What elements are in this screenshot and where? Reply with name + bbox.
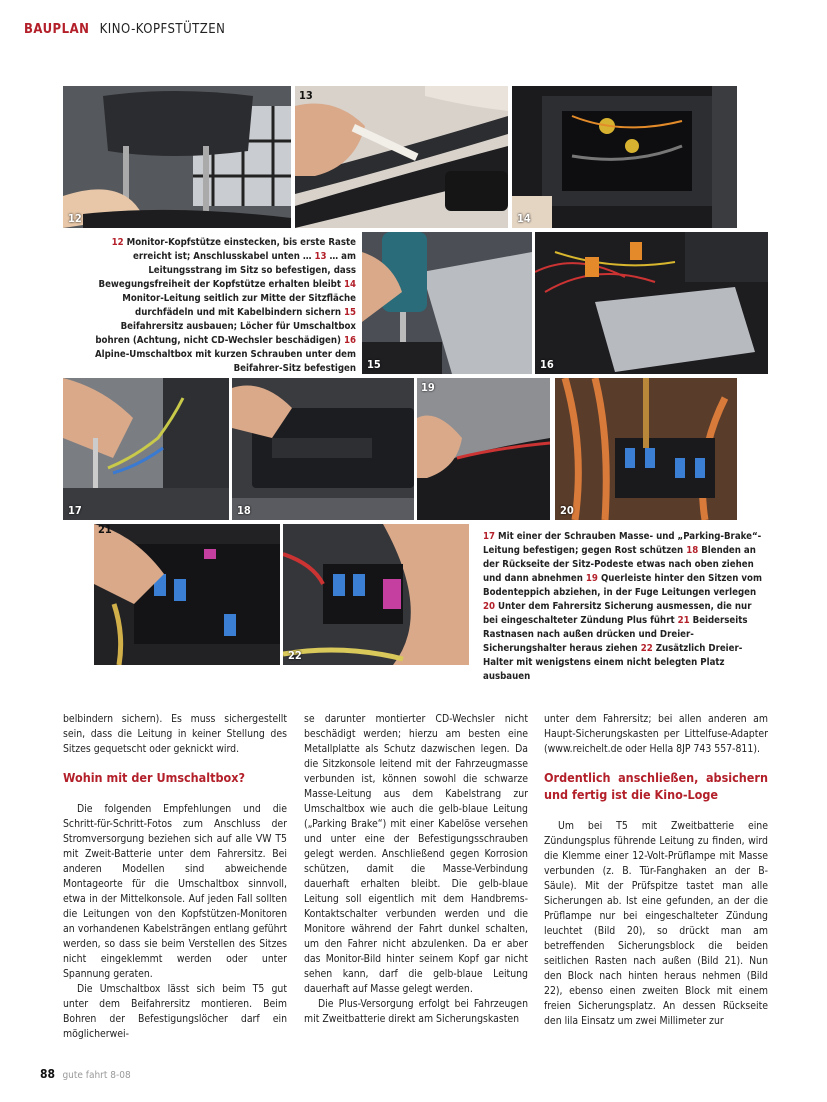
photo-18-image: [232, 378, 414, 520]
paragraph: unter dem Fahrersitz; bei allen anderen am Haupt-Sicherungskasten per Littelfuse-Adapter (www.reichelt.de oder Hella 8JP 743 557-811).: [544, 713, 768, 755]
paragraph: se darunter montierter CD-Wechsler nicht beschädigt werden; hierzu am besten eine Metallplatte als Schutz dazwischen legen. Da die Sitzkonsole leitend mit der Fahrzeugmasse verbunden ist, können sowohl die schwarze Masse-Leitung aus dem Kabelstrang zur Umschaltbox wie auch die gelb-blaue Leitung („Parking Brake“) mit einer Kabelöse versehen und unter eine der Befestigungsschrauben gelegt werden. Anschließend gegen Korrosion schützen, damit die Masse-Verbindung dauerhaft erhalten bleibt. Die gelb-blaue Leitung soll eigentlich mit dem Handbrems-Kontaktschalter verbunden werden und die Monitore während der Fahrt dunkel schalten, um den Fahrer nicht abzulenken. Da er aber das Monitor-Bild hinter seinem Kopf gar nicht sehen kann, darf die gelb-blaue Leitung dauerhaft auf Masse gelegt werden.: [304, 713, 528, 995]
photo-14-image: [512, 86, 737, 228]
caption-text: Monitor-Leitung seitlich zur Mitte der Sitzfläche durchfädeln und mit Kabelbindern sichern: [122, 293, 356, 318]
photo-21-image: [94, 524, 280, 665]
photo-15: [362, 232, 532, 374]
caption-photos-12-16: [86, 236, 356, 376]
photo-15-image: [362, 232, 532, 374]
caption-text: Beifahrersitz ausbauen; Löcher für Umschaltbox bohren (Achtung, nicht CD-Wechsler beschädigen): [95, 321, 356, 346]
caption-text: Querleiste hinter den Sitzen vom Bodenteppich abziehen, in der Fuge Leitungen verlegen: [483, 573, 762, 598]
photo-20-image: [555, 378, 737, 520]
photo-number: 15: [367, 358, 381, 371]
caption-text: Unter dem Fahrersitz Sicherung ausmessen, die nur bei eingeschalteter Zündung Plus führt: [483, 601, 752, 626]
paragraph: Die Umschaltbox lässt sich beim T5 gut unter dem Beifahrersitz montieren. Beim Bohren der Befestigungslöcher darf ein möglicherwei-: [63, 983, 287, 1040]
article-column-2: [304, 712, 528, 1027]
photo-number: 21: [98, 524, 112, 536]
subheading: Wohin mit der Umschaltbox?: [63, 770, 246, 785]
magazine-name: gute fahrt 8-08: [62, 1070, 131, 1081]
caption-text: Blenden an der Rückseite der Sitz-Podeste etwas nach oben ziehen und dann abnehmen: [483, 545, 756, 584]
paragraph: Die Plus-Versorgung erfolgt bei Fahrzeugen mit Zweitbatterie direkt am Sicherungskasten: [304, 998, 528, 1025]
caption-number: 15: [343, 307, 356, 318]
caption-number: 22: [640, 643, 653, 654]
photo-20: [555, 378, 737, 520]
caption-photos-17-22: [483, 530, 768, 684]
caption-text: Alpine-Umschaltbox mit kurzen Schrauben unter dem Beifahrer-Sitz befestigen: [94, 349, 356, 374]
caption-number: 12: [111, 237, 124, 248]
caption-number: 18: [686, 545, 699, 556]
photo-17: [63, 378, 229, 520]
photo-number: 20: [560, 504, 574, 517]
photo-12: [63, 86, 291, 228]
photo-21: [94, 524, 280, 665]
caption-number: 17: [483, 531, 496, 542]
caption-number: 20: [483, 601, 496, 612]
photo-16-image: [535, 232, 768, 374]
photo-14: [512, 86, 737, 228]
page-header: [24, 22, 225, 37]
section-label: BAUPLAN: [24, 22, 90, 37]
photo-number: 12: [68, 212, 82, 225]
caption-number: 16: [343, 335, 356, 346]
photo-17-image: [63, 378, 229, 520]
photo-22-image: [283, 524, 469, 665]
photo-number: 17: [68, 504, 82, 517]
caption-number: 19: [585, 573, 598, 584]
caption-text: Monitor-Kopfstütze einstecken, bis erste Raste erreicht ist; Anschlusskabel unten …: [123, 237, 356, 262]
subheading: Ordentlich anschließen, absichern und fertig ist die Kino-Loge: [544, 770, 768, 802]
photo-number: 13: [299, 89, 313, 102]
photo-19: [417, 378, 550, 520]
photo-12-image: [63, 86, 291, 228]
photo-13: [295, 86, 508, 228]
photo-13-image: [295, 86, 508, 228]
article-column-3: [544, 712, 768, 1029]
photo-16: [535, 232, 768, 374]
caption-text: Mit einer der Schrauben Masse- und „Parking-Brake“-Leitung befestigen; gegen Rost schützen: [483, 531, 762, 556]
photo-number: 16: [540, 358, 554, 371]
photo-number: 14: [517, 212, 531, 225]
topic-label: KINO-KOPFSTÜTZEN: [99, 22, 226, 37]
paragraph: Die folgenden Empfehlungen und die Schritt-für-Schritt-Fotos zum Anschluss der Stromversorgung beziehen sich auf alle VW T5 mit Zweit-Batterie unter dem Fahrersitz. Bei anderen Modellen sind abweichende Montageorte für die Umschaltbox sinnvoll, etwa in der Mittelkonsole. Auf jeden Fall sollten die Leitungen von den Kopfstützen-Monitoren an vorhandenen Kabelsträngen entlang geführt werden, so dass sie beim Verstellen des Sitzes nicht eingeklemmt werden oder unter Spannung geraten.: [63, 803, 287, 980]
caption-text: Zusätzlich Dreier-Halter mit wenigstens einem nicht belegten Platz ausbauen: [483, 643, 743, 682]
photo-19-image: [417, 378, 550, 520]
photo-number: 22: [288, 649, 302, 662]
photo-22: [283, 524, 469, 665]
page-number: 88: [40, 1067, 56, 1081]
paragraph: belbindern sichern). Es muss sichergestellt sein, dass die Leitung in keiner Stellung des Sitzes gequetscht oder geknickt wird.: [63, 713, 287, 755]
photo-number: 18: [237, 504, 251, 517]
caption-number: 21: [677, 615, 690, 626]
caption-text: Beiderseits Rastnasen nach außen drücken und Dreier-Sicherungshalter heraus ziehen: [483, 615, 748, 654]
caption-number: 14: [343, 279, 356, 290]
photo-number: 19: [421, 381, 435, 394]
photo-18: [232, 378, 414, 520]
paragraph: Um bei T5 mit Zweitbatterie eine Zündungsplus führende Leitung zu finden, wird die Klemme einer 12-Volt-Prüflampe mit Masse verbunden (z. B. Tür-Fanghaken an der B-Säule). Mit der Prüfspitze tastet man alle Sicherungen ab. Ist eine gefunden, an der die Prüflampe nur bei eingeschalteter Zündung leuchtet (Bild 20), so drückt man am betreffenden Sicherungsblock die beiden seitlichen Rasten nach außen (Bild 21). Nun den Block nach hinten heraus nehmen (Bild 22), ebenso einen zweiten Block mit einem freien Sicherungsplatz. An dessen Rückseite den lila Einsatz um zwei Millimeter zur: [544, 820, 768, 1027]
caption-text: … am Leitungsstrang im Sitz so befestigen, dass Bewegungsfreiheit der Kopfstütze erhalten bleibt: [98, 251, 356, 290]
page-footer: [40, 1067, 131, 1081]
article-column-1: [63, 712, 287, 1042]
caption-number: 13: [314, 251, 327, 262]
